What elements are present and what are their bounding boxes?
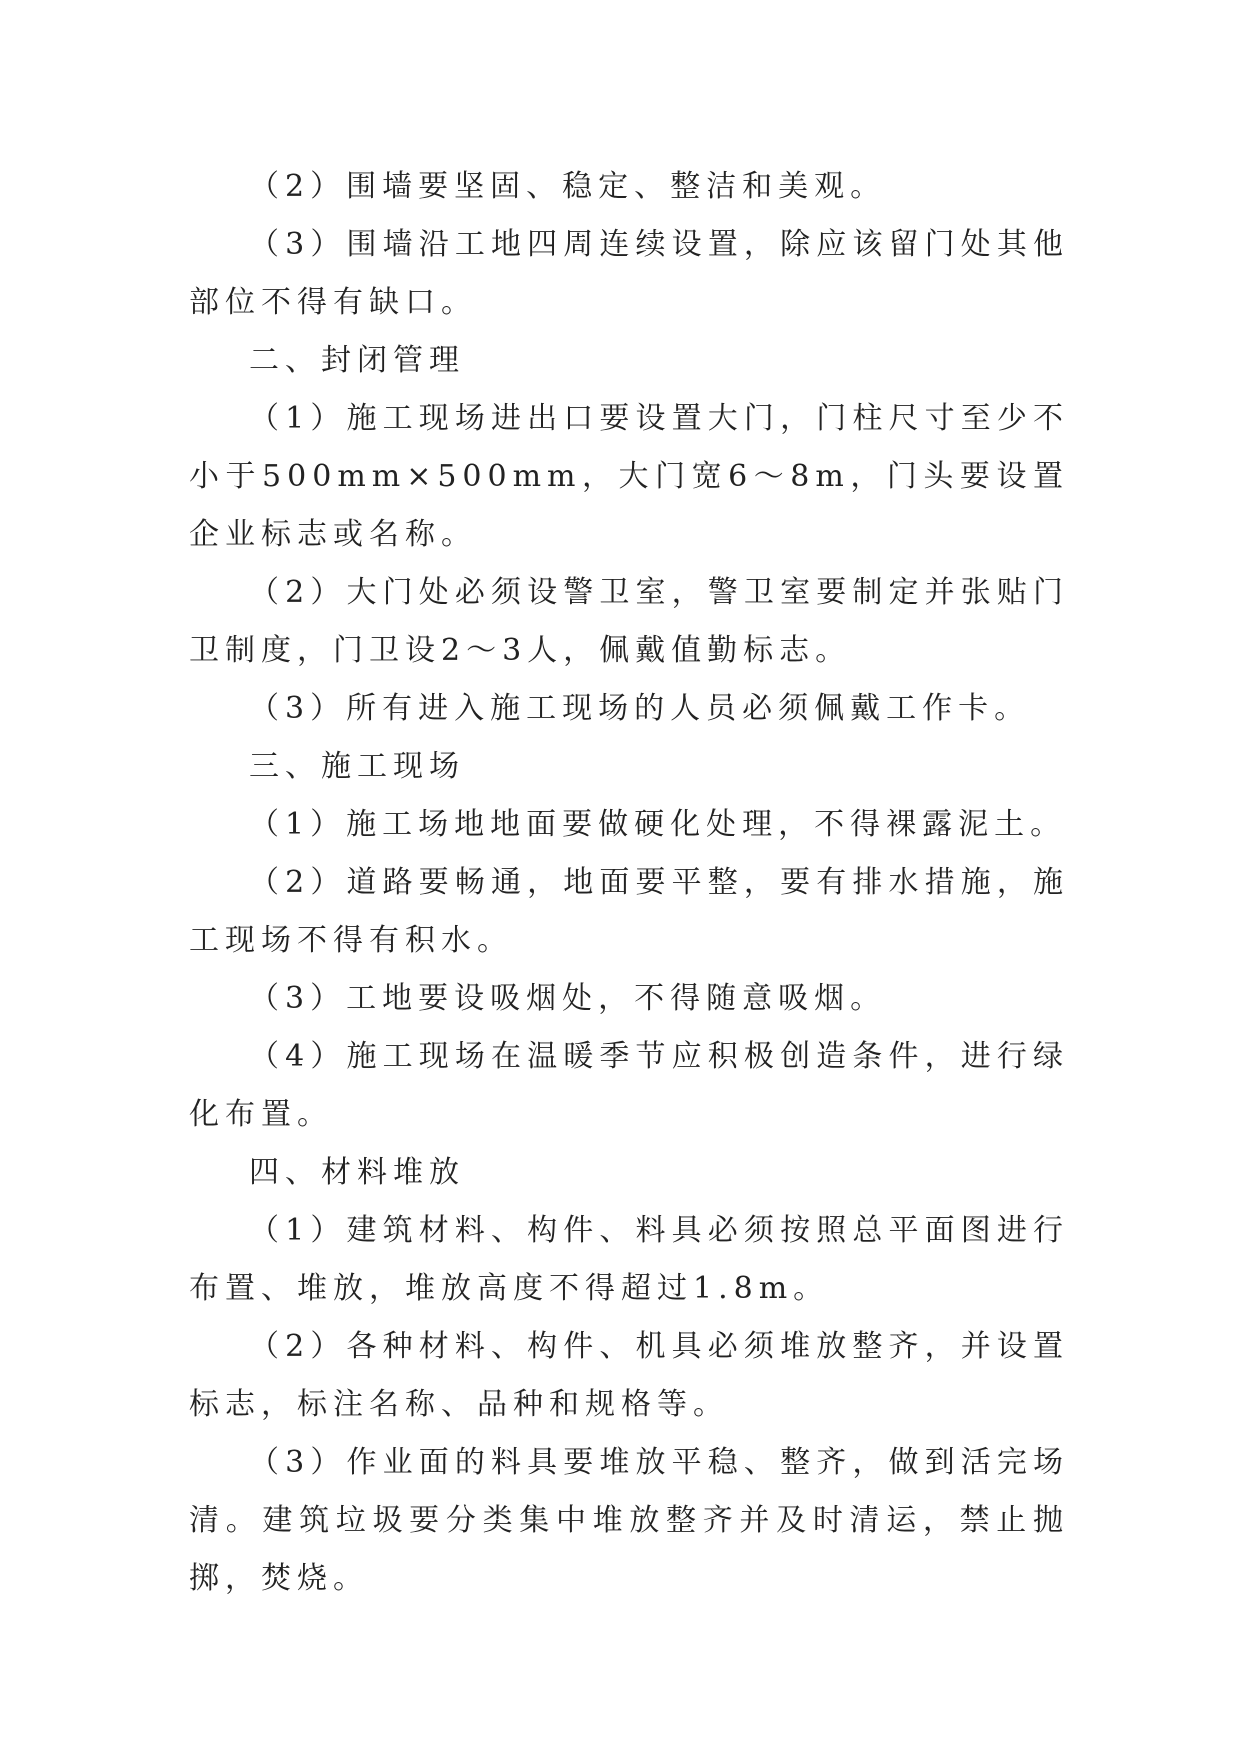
paragraph-guard-room: （2）大门处必须设警卫室，警卫室要制定并张贴门卫制度，门卫设2～3人，佩戴值勤标志。 (189, 575, 1069, 668)
paragraph-stacking-labels: （2）各种材料、构件、机具必须堆放整齐，并设置标志，标注名称、品种和规格等。 (189, 1329, 1069, 1422)
paragraph-work-card: （3）所有进入施工现场的人员必须佩戴工作卡。 (249, 691, 1031, 726)
section-heading-construction-site: 三、施工现场 (249, 749, 465, 784)
section-heading-closed-management: 二、封闭管理 (249, 343, 465, 378)
paragraph-smoking-area: （3）工地要设吸烟处，不得随意吸烟。 (249, 981, 887, 1016)
paragraph-ground-hardening: （1）施工场地地面要做硬化处理，不得裸露泥土。 (249, 807, 1067, 842)
paragraph-gate-requirements: （1）施工现场进出口要设置大门，门柱尺寸至少不小于500mm×500mm，大门宽6～8m，门头要设置企业标志或名称。 (189, 401, 1069, 552)
paragraph-wall-sturdy: （2）围墙要坚固、稳定、整洁和美观。 (249, 169, 887, 204)
section-heading-material-stacking: 四、材料堆放 (249, 1155, 465, 1190)
paragraph-stacking-plan: （1）建筑材料、构件、料具必须按照总平面图进行布置、堆放，堆放高度不得超过1.8m。 (189, 1213, 1069, 1306)
paragraph-work-surface-cleanup: （3）作业面的料具要堆放平稳、整齐，做到活完场清。建筑垃圾要分类集中堆放整齐并及时清运，禁止抛掷，焚烧。 (189, 1445, 1069, 1596)
paragraph-road-drainage: （2）道路要畅通，地面要平整，要有排水措施，施工现场不得有积水。 (189, 865, 1069, 958)
paragraph-greening: （4）施工现场在温暖季节应积极创造条件，进行绿化布置。 (189, 1039, 1069, 1132)
document-body (189, 158, 1069, 1608)
paragraph-wall-continuous: （3）围墙沿工地四周连续设置，除应该留门处其他部位不得有缺口。 (189, 227, 1069, 320)
